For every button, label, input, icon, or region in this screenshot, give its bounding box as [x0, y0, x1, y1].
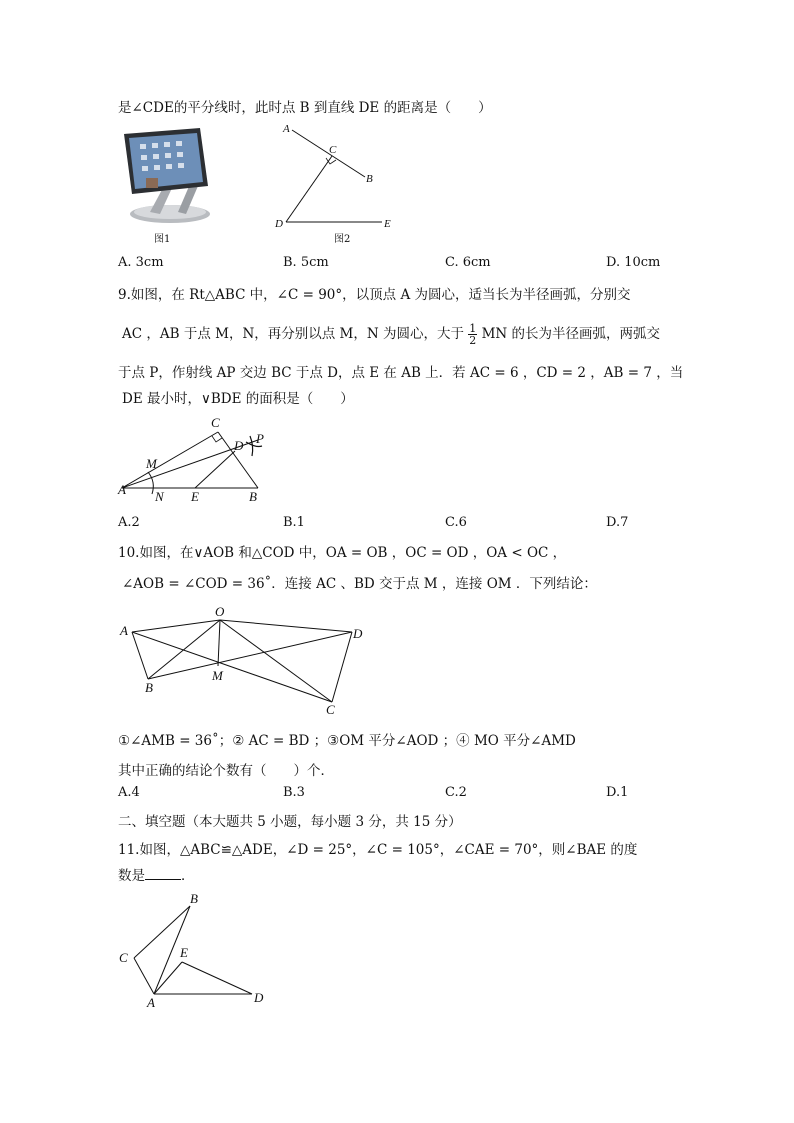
q11-label-d: D: [254, 990, 264, 1005]
q9-label-a: A: [118, 482, 126, 497]
q9-option-c: C.6: [445, 515, 467, 530]
q9-text-line2a: AC ，AB 于点 M，N，再分别以点 M，N 为圆心，大于: [122, 326, 464, 342]
fig1-caption: 图1: [154, 234, 171, 245]
q10-label-d: D: [353, 626, 363, 641]
q8-text-line1: 是∠CDE的平分线时，此时点 B 到直线 DE 的距离是（ ）: [118, 100, 492, 116]
q9-label-b: B: [249, 489, 257, 504]
q9-option-b: B.1: [283, 515, 305, 530]
q10-label-a: A: [120, 623, 128, 638]
q11-text-line2-end: ．: [181, 868, 195, 884]
fraction-denominator: 2: [469, 334, 477, 347]
q10-text-line4: 其中正确的结论个数有（ ）个．: [118, 763, 334, 779]
q11-text-line2: [118, 864, 195, 884]
q9-option-d: D.7: [606, 515, 629, 530]
q10-label-c: C: [326, 702, 335, 714]
q10-conclusions: ①∠AMB = 36˚；② AC = BD ；③OM 平分∠AOD ；④ MO 平分∠AMD: [118, 733, 576, 749]
q10-option-d: D.1: [606, 785, 629, 800]
q10-text-line2: ∠AOB = ∠COD = 36˚．连接 AC 、BD 交于点 M ，连接 OM ．下列结论：: [122, 576, 597, 592]
fig2-label-c: C: [329, 144, 337, 156]
q11-label-c: C: [119, 950, 128, 965]
q10-option-a: A.4: [118, 785, 140, 800]
q11-text-line2-start: 数是: [118, 868, 145, 884]
q9-triangle-diagram: [112, 410, 282, 506]
q11-label-b: B: [190, 891, 198, 906]
fraction-numerator: 1: [469, 322, 477, 335]
fraction-one-half: [468, 323, 477, 346]
fig2-label-a: A: [283, 123, 290, 135]
fig2-label-d: D: [275, 218, 283, 230]
q11-triangles-diagram: [112, 888, 282, 1010]
q8-option-a: A. 3cm: [118, 255, 164, 270]
q8-option-c: C. 6cm: [445, 255, 491, 270]
answer-blank[interactable]: [145, 867, 181, 880]
fig2-caption: 图2: [334, 234, 351, 245]
q9-label-d: D: [234, 438, 244, 453]
q9-text-line3: 于点 P，作射线 AP 交边 BC 于点 D，点 E 在 AB 上．若 AC = 6 ，CD = 2 ，AB = 7 ，当: [118, 365, 684, 381]
q8-option-d: D. 10cm: [606, 255, 661, 270]
q9-label-c: C: [211, 415, 220, 430]
q9-label-e: E: [191, 489, 199, 504]
q8-option-b: B. 5cm: [283, 255, 329, 270]
q11-label-a: A: [147, 995, 155, 1010]
tablet-stand-photo: [120, 126, 212, 228]
fig2-label-b: B: [366, 173, 373, 185]
fig2-label-e: E: [384, 218, 391, 230]
q9-text-line4: DE 最小时，∨BDE 的面积是（ ）: [122, 391, 354, 407]
q9-text-line2b: MN 的长为半径画弧，两弧交: [481, 326, 661, 342]
q10-label-o: O: [215, 604, 225, 619]
q10-quadrilateral-diagram: [112, 602, 372, 714]
q10-option-b: B.3: [283, 785, 305, 800]
q11-text-line1: 11.如图，△ABC≌△ADE，∠D = 25°，∠C = 105°，∠CAE = 70°，则∠BAE 的度: [118, 842, 638, 858]
q9-label-p: P: [256, 431, 264, 446]
q11-label-e: E: [180, 945, 188, 960]
q9-text-line2: [122, 322, 660, 346]
q10-label-b: B: [145, 680, 153, 695]
q10-option-c: C.2: [445, 785, 467, 800]
q9-option-a: A.2: [118, 515, 140, 530]
q9-text-line1: 9.如图，在 Rt△ABC 中，∠C = 90°，以顶点 A 为圆心，适当长为半径画弧，分别交: [118, 287, 631, 303]
q9-label-n: N: [155, 489, 164, 504]
q10-label-m: M: [212, 668, 223, 683]
q9-label-m: M: [146, 456, 157, 471]
q10-text-line1: 10.如图，在∨AOB 和△COD 中，OA = OB ，OC = OD ，OA < OC ，: [118, 545, 567, 561]
section-heading-fill-in: 二、填空题（本大题共 5 小题，每小题 3 分，共 15 分）: [118, 814, 462, 830]
